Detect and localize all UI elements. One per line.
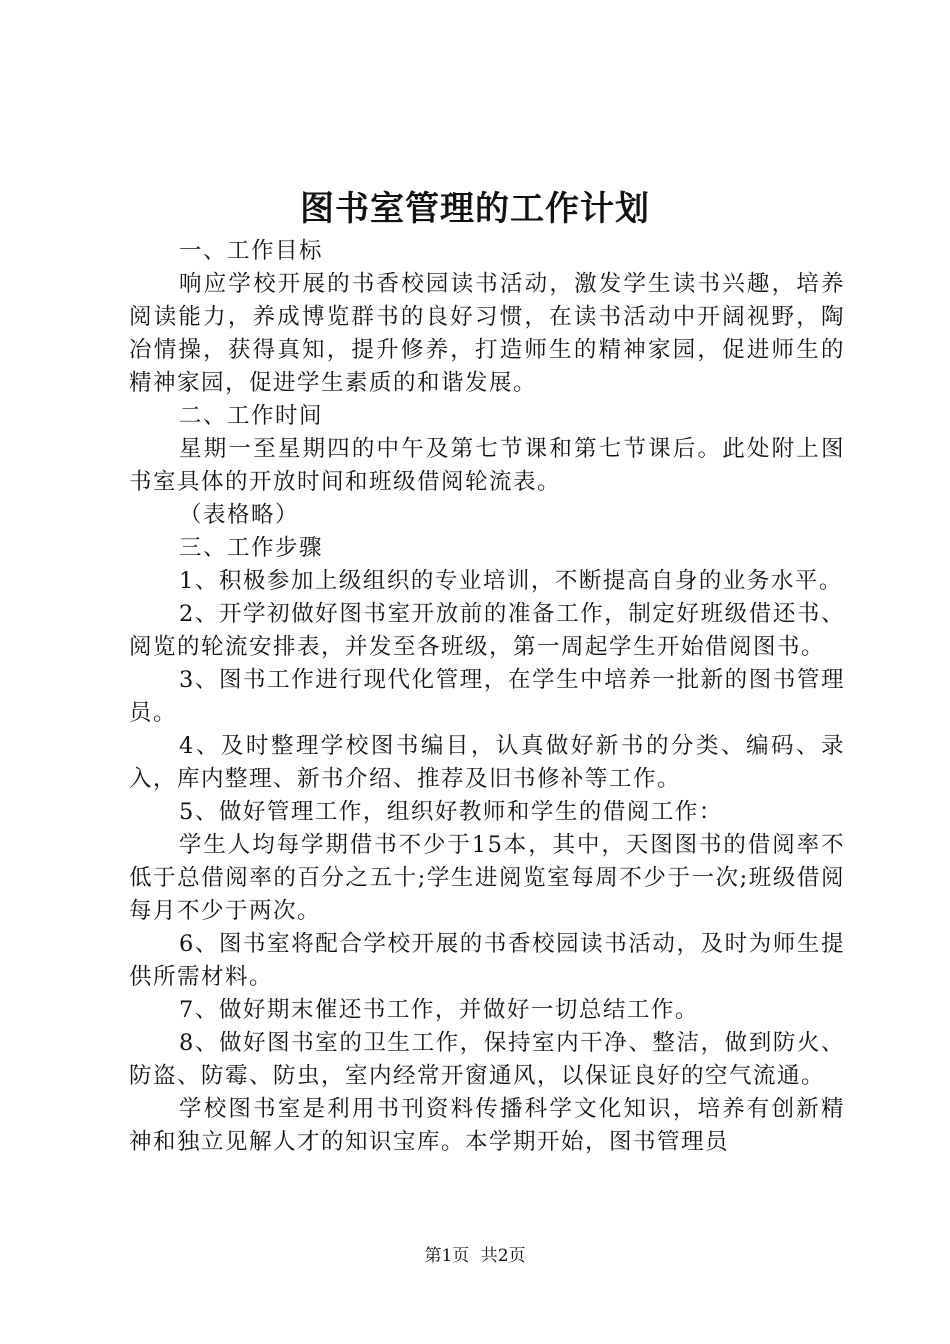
section-heading-time: 二、工作时间 (179, 403, 324, 429)
section-heading-goal: 一、工作目标 (179, 238, 324, 264)
step-1: 1、积极参加上级组织的专业培训，不断提高自身的业务水平。 (179, 568, 843, 594)
step-5-detail: 学生人均每学期借书不少于15本，其中，天图图书的借阅率不低于总借阅率的百分之五十;学生进阅览室每周不少于一次;班级借阅每月不少于两次。 (129, 832, 845, 924)
page-number: 第1页 (424, 1246, 470, 1266)
step-2: 2、开学初做好图书室开放前的准备工作，制定好班级借还书、阅览的轮流安排表，并发至各班级，第一周起学生开始借阅图书。 (129, 601, 845, 660)
step-6: 6、图书室将配合学校开展的书香校园读书活动，及时为师生提供所需材料。 (129, 931, 845, 990)
page-footer (0, 1244, 950, 1268)
document-body (129, 235, 845, 1159)
step-8: 8、做好图书室的卫生工作，保持室内干净、整洁，做到防火、防盗、防霉、防虫，室内经常开窗通风，以保证良好的空气流通。 (129, 1030, 845, 1089)
paragraph-table-note: （表格略） (179, 502, 300, 528)
page-total: 共2页 (480, 1246, 526, 1266)
paragraph-goal: 响应学校开展的书香校园读书活动，激发学生读书兴趣，培养阅读能力，养成博览群书的良好习惯，在读书活动中开阔视野，陶冶情操，获得真知，提升修养，打造师生的精神家园，促进师生的精神家园，促进学生素质的和谐发展。 (129, 271, 845, 396)
document-title: 图书室管理的工作计划 (300, 189, 650, 229)
section-heading-steps: 三、工作步骤 (179, 535, 324, 561)
step-7: 7、做好期末催还书工作，并做好一切总结工作。 (179, 997, 699, 1023)
paragraph-closing: 学校图书室是利用书刊资料传播科学文化知识，培养有创新精神和独立见解人才的知识宝库。本学期开始，图书管理员 (129, 1096, 845, 1155)
step-5: 5、做好管理工作，组织好教师和学生的借阅工作： (179, 799, 723, 825)
paragraph-time: 星期一至星期四的中午及第七节课和第七节课后。此处附上图书室具体的开放时间和班级借阅轮流表。 (129, 436, 845, 495)
step-3: 3、图书工作进行现代化管理，在学生中培养一批新的图书管理员。 (129, 667, 845, 726)
step-4: 4、及时整理学校图书编目，认真做好新书的分类、编码、录入，库内整理、新书介绍、推荐及旧书修补等工作。 (129, 733, 845, 792)
